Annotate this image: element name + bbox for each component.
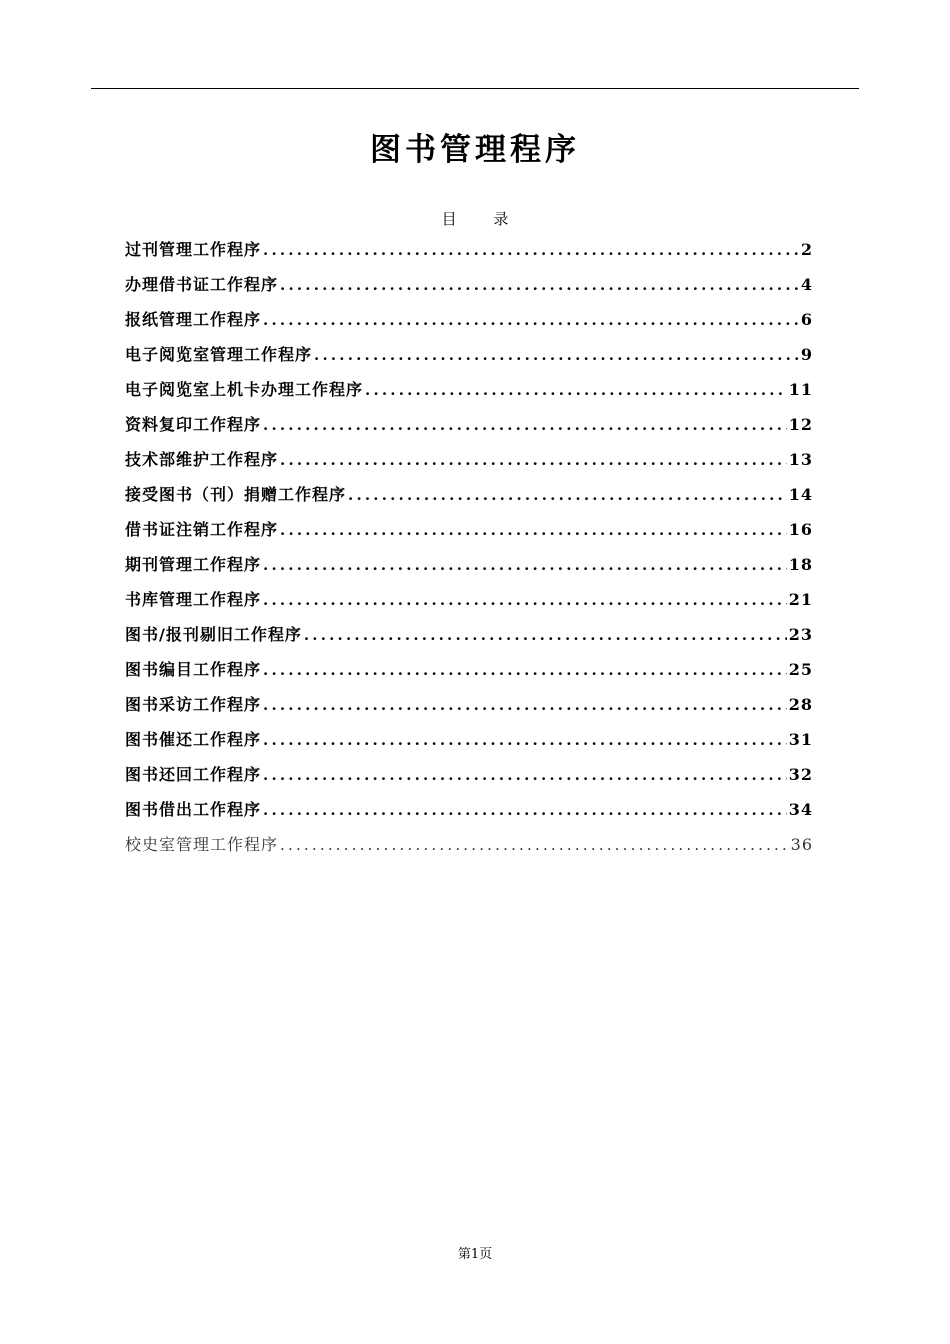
toc-leader-dots: [263, 656, 787, 684]
toc-entry-page: 36: [790, 835, 813, 854]
toc-entry-label: 过刊管理工作程序: [125, 240, 262, 259]
toc-entry-label: 借书证注销工作程序: [125, 520, 279, 539]
toc-entry[interactable]: [125, 446, 813, 481]
toc-entry-page: 6: [800, 310, 813, 329]
toc-entry[interactable]: [125, 796, 813, 831]
toc-entry[interactable]: [125, 341, 813, 376]
toc-entry[interactable]: [125, 726, 813, 761]
table-of-contents: [125, 236, 813, 866]
toc-entry-page: 9: [800, 345, 813, 364]
toc-heading: 目 录: [441, 210, 525, 228]
toc-entry-label: 电子阅览室上机卡办理工作程序: [125, 380, 364, 399]
toc-leader-dots: [280, 516, 787, 544]
toc-leader-dots: [263, 586, 787, 614]
toc-leader-dots: [280, 831, 789, 859]
toc-entry-label: 资料复印工作程序: [125, 415, 262, 434]
toc-leader-dots: [314, 341, 799, 369]
header-rule: [91, 88, 859, 89]
toc-entry[interactable]: [125, 481, 813, 516]
toc-entry[interactable]: [125, 761, 813, 796]
toc-entry-label: 期刊管理工作程序: [125, 555, 262, 574]
toc-entry-page: 34: [788, 800, 813, 819]
toc-entry-page: 16: [788, 520, 813, 539]
toc-entry-label: 技术部维护工作程序: [125, 450, 279, 469]
document-title: 图书管理程序: [370, 132, 580, 168]
toc-entry-page: 31: [788, 730, 813, 749]
toc-entry-label: 图书编目工作程序: [125, 660, 262, 679]
toc-entry-label: 电子阅览室管理工作程序: [125, 345, 313, 364]
toc-entry-label: 图书采访工作程序: [125, 695, 262, 714]
toc-entry-page: 13: [788, 450, 813, 469]
toc-leader-dots: [263, 726, 787, 754]
toc-leader-dots: [263, 411, 787, 439]
toc-entry[interactable]: [125, 831, 813, 866]
toc-leader-dots: [304, 621, 787, 649]
toc-entry[interactable]: [125, 236, 813, 271]
toc-entry-label: 办理借书证工作程序: [125, 275, 279, 294]
toc-entry-page: 23: [788, 625, 813, 644]
toc-entry-label: 图书催还工作程序: [125, 730, 262, 749]
toc-entry[interactable]: [125, 306, 813, 341]
toc-entry[interactable]: [125, 376, 813, 411]
toc-entry[interactable]: [125, 271, 813, 306]
toc-entry-page: 28: [788, 695, 813, 714]
toc-leader-dots: [348, 481, 787, 509]
page-number-footer: 第1页: [457, 1247, 493, 1262]
toc-entry[interactable]: [125, 621, 813, 656]
toc-entry[interactable]: [125, 691, 813, 726]
toc-entry-page: 12: [788, 415, 813, 434]
toc-entry[interactable]: [125, 516, 813, 551]
toc-leader-dots: [263, 236, 799, 264]
toc-entry-label: 报纸管理工作程序: [125, 310, 262, 329]
toc-entry-label: 图书还回工作程序: [125, 765, 262, 784]
toc-entry-page: 2: [800, 240, 813, 259]
toc-leader-dots: [263, 306, 799, 334]
toc-entry-page: 21: [788, 590, 813, 609]
toc-entry[interactable]: [125, 551, 813, 586]
toc-entry-page: 32: [788, 765, 813, 784]
toc-leader-dots: [263, 551, 787, 579]
toc-leader-dots: [280, 446, 787, 474]
toc-entry[interactable]: [125, 411, 813, 446]
toc-leader-dots: [263, 691, 787, 719]
toc-entry-page: 11: [788, 380, 813, 399]
toc-leader-dots: [280, 271, 799, 299]
toc-entry-label: 图书借出工作程序: [125, 800, 262, 819]
toc-leader-dots: [365, 376, 787, 404]
toc-entry-page: 18: [788, 555, 813, 574]
toc-leader-dots: [263, 761, 787, 789]
toc-entry[interactable]: [125, 656, 813, 691]
toc-entry-page: 4: [800, 275, 813, 294]
toc-entry-page: 14: [788, 485, 813, 504]
toc-entry-label: 书库管理工作程序: [125, 590, 262, 609]
toc-entry[interactable]: [125, 586, 813, 621]
toc-leader-dots: [263, 796, 787, 824]
toc-entry-page: 25: [788, 660, 813, 679]
toc-entry-label: 图书/报刊剔旧工作程序: [125, 625, 302, 644]
toc-entry-label: 接受图书（刊）捐赠工作程序: [125, 485, 347, 504]
toc-entry-label: 校史室管理工作程序: [125, 835, 279, 854]
